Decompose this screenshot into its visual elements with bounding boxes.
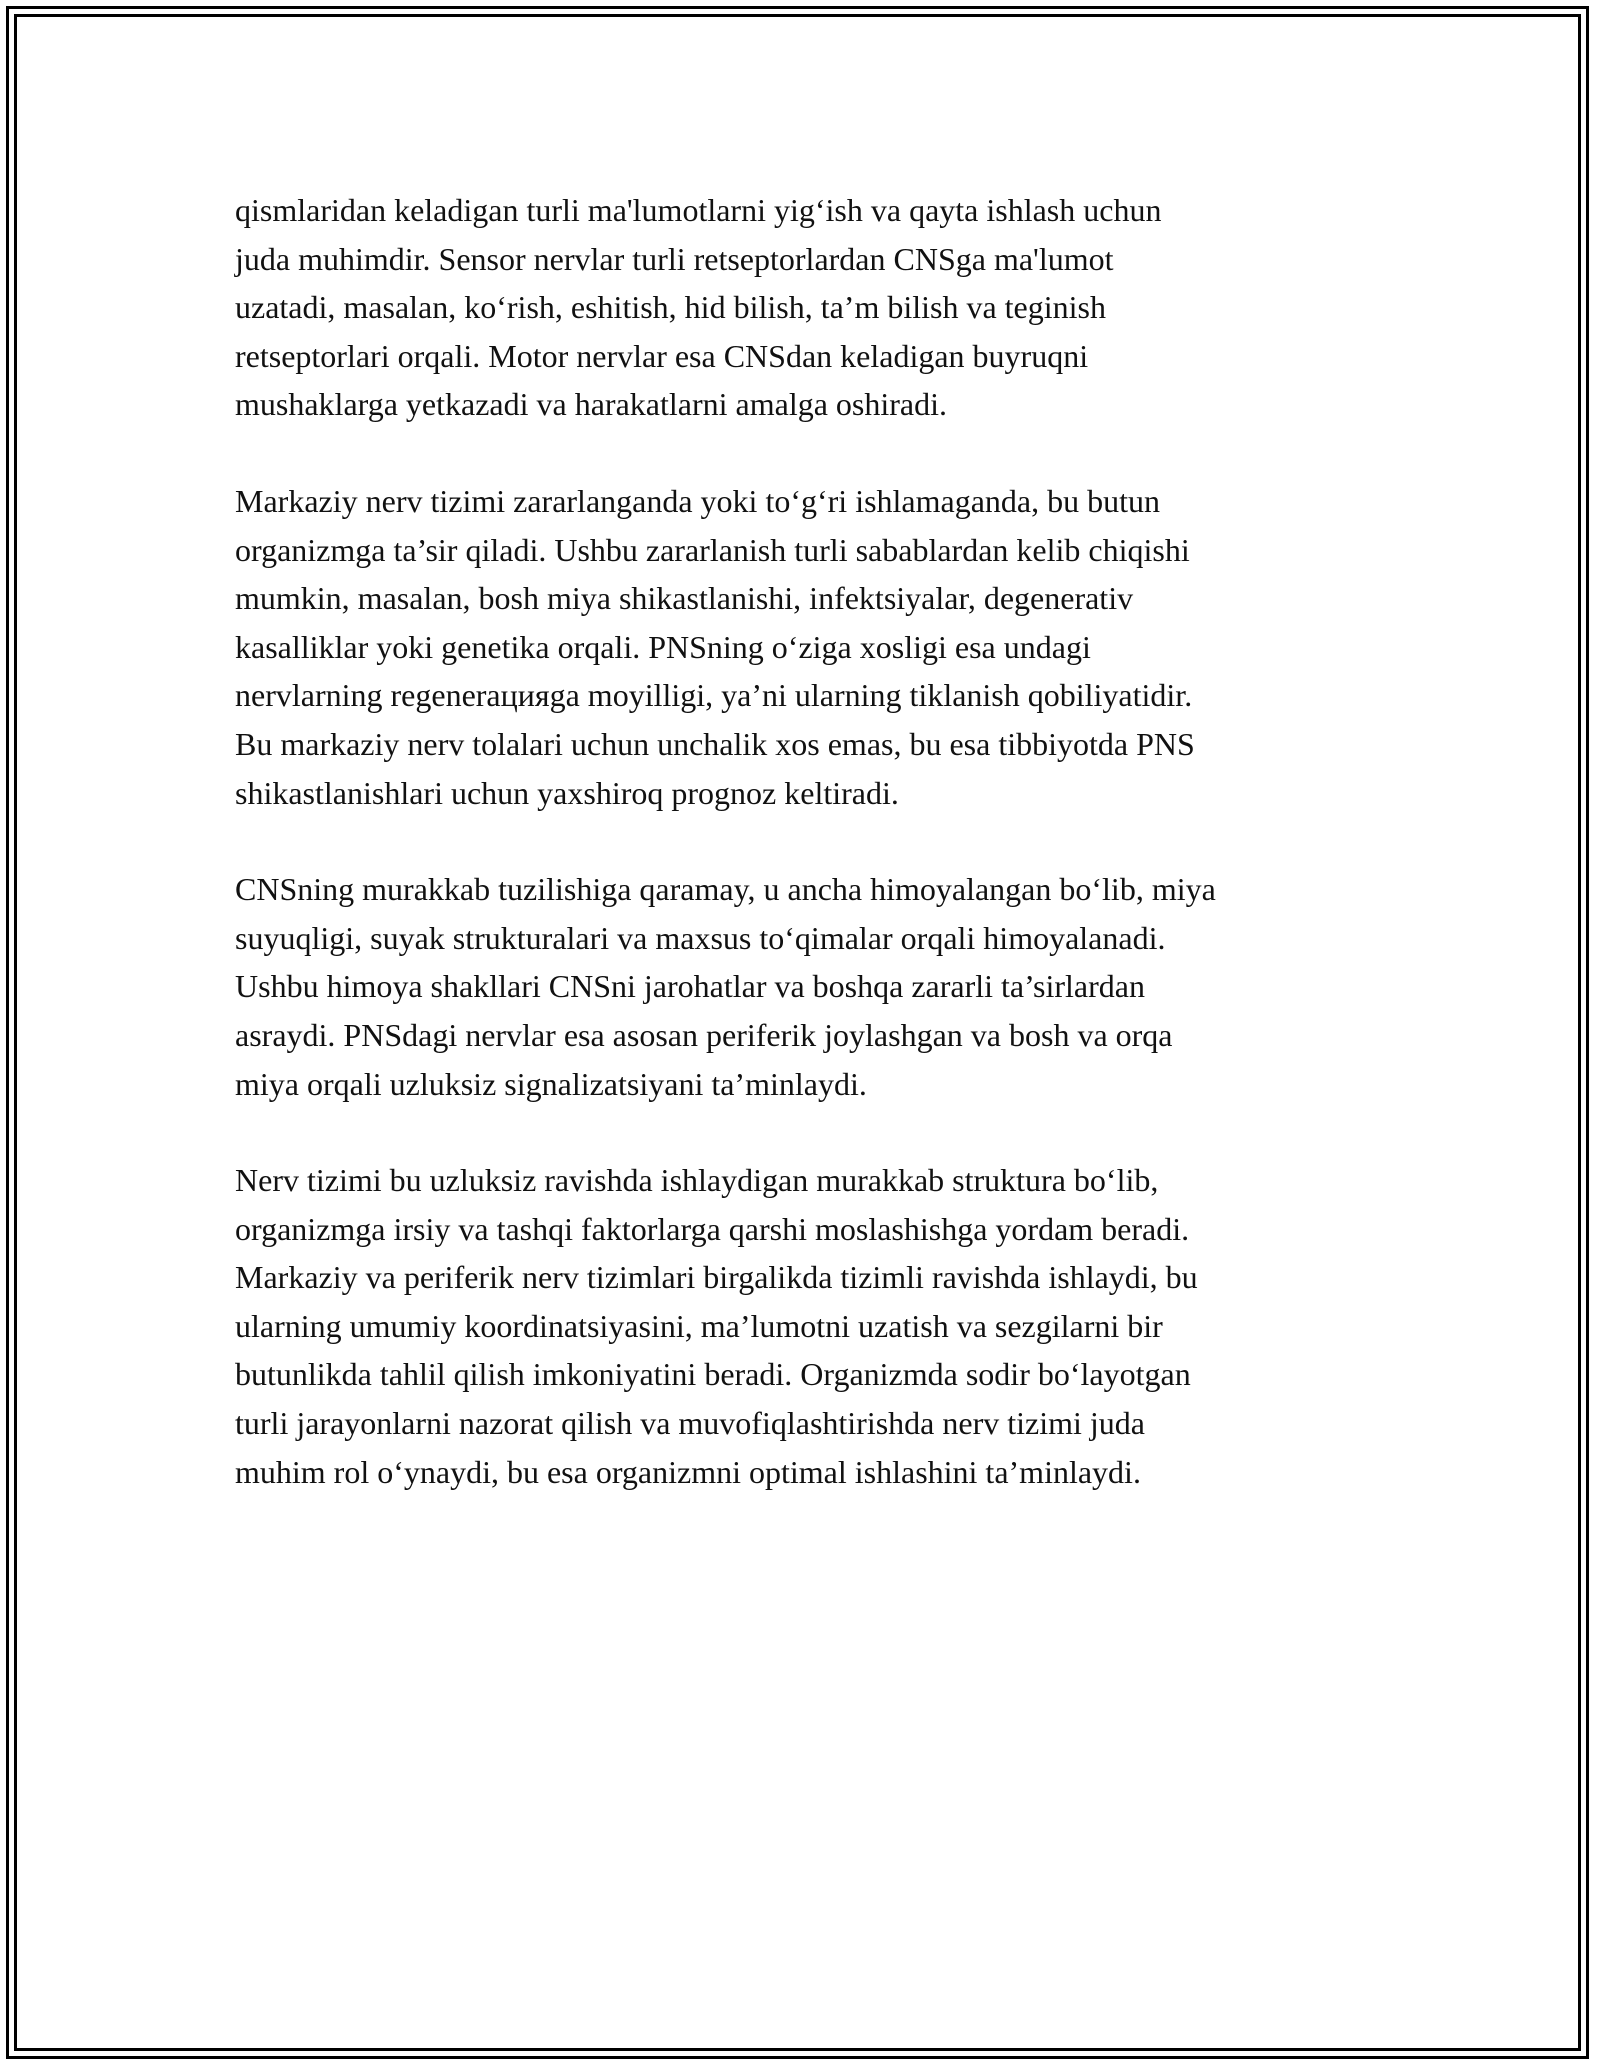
document-body (235, 186, 1375, 1544)
paragraph-1: qismlaridan keladigan turli ma'lumotlarni yig‘ish va qayta ishlash uchun juda muhimdir. Sensor nervlar turli retseptorlardan CNSga ma'lumot uzatadi, masalan, ko‘rish, eshitish, hid bilish, ta’m bilish va teginish retseptorlari orqali. Motor nervlar esa CNSdan keladigan buyruqni mushaklarga yetkazadi va harakatlarni amalga oshiradi. (235, 192, 1162, 423)
paragraph-4: Nerv tizimi bu uzluksiz ravishda ishlaydigan murakkab struktura bo‘lib, organizmga irsiy va tashqi faktorlarga qarshi moslashishga yordam beradi. Markaziy va periferik nerv tizimlari birgalikda tizimli ravishda ishlaydi, bu ularning umumiy koordinatsiyasini, ma’lumotni uzatish va sezgilarni bir butunlikda tahlil qilish imkoniyatini beradi. Organizmda sodir bo‘layotgan turli jarayonlarni nazorat qilish va muvofiqlashtirishda nerv tizimi juda muhim rol o‘ynaydi, bu esa organizmni optimal ishlashini ta’minlaydi. (235, 1162, 1198, 1490)
paragraph-3: CNSning murakkab tuzilishiga qaramay, u ancha himoyalangan bo‘lib, miya suyuqligi, suyak strukturalari va maxsus to‘qimalar orqali himoyalanadi. Ushbu himoya shakllari CNSni jarohatlar va boshqa zararli ta’sirlardan asraydi. PNSdagi nervlar esa asosan periferik joylashgan va bosh va orqa miya orqali uzluksiz signalizatsiyani ta’minlaydi. (235, 871, 1216, 1102)
paragraph-2: Markaziy nerv tizimi zararlanganda yoki to‘g‘ri ishlamaganda, bu butun organizmga ta’sir qiladi. Ushbu zararlanish turli sabablardan kelib chiqishi mumkin, masalan, bosh miya shikastlanishi, infektsiyalar, degenerativ kasalliklar yoki genetika orqali. PNSning o‘ziga xosligi esa undagi nervlarning regeneraцияga moyilligi, ya’ni ularning tiklanish qobiliyatidir. Bu markaziy nerv tolalari uchun unchalik xos emas, bu esa tibbiyotda PNS shikastlanishlari uchun yaxshiroq prognoz keltiradi. (235, 482, 1195, 811)
